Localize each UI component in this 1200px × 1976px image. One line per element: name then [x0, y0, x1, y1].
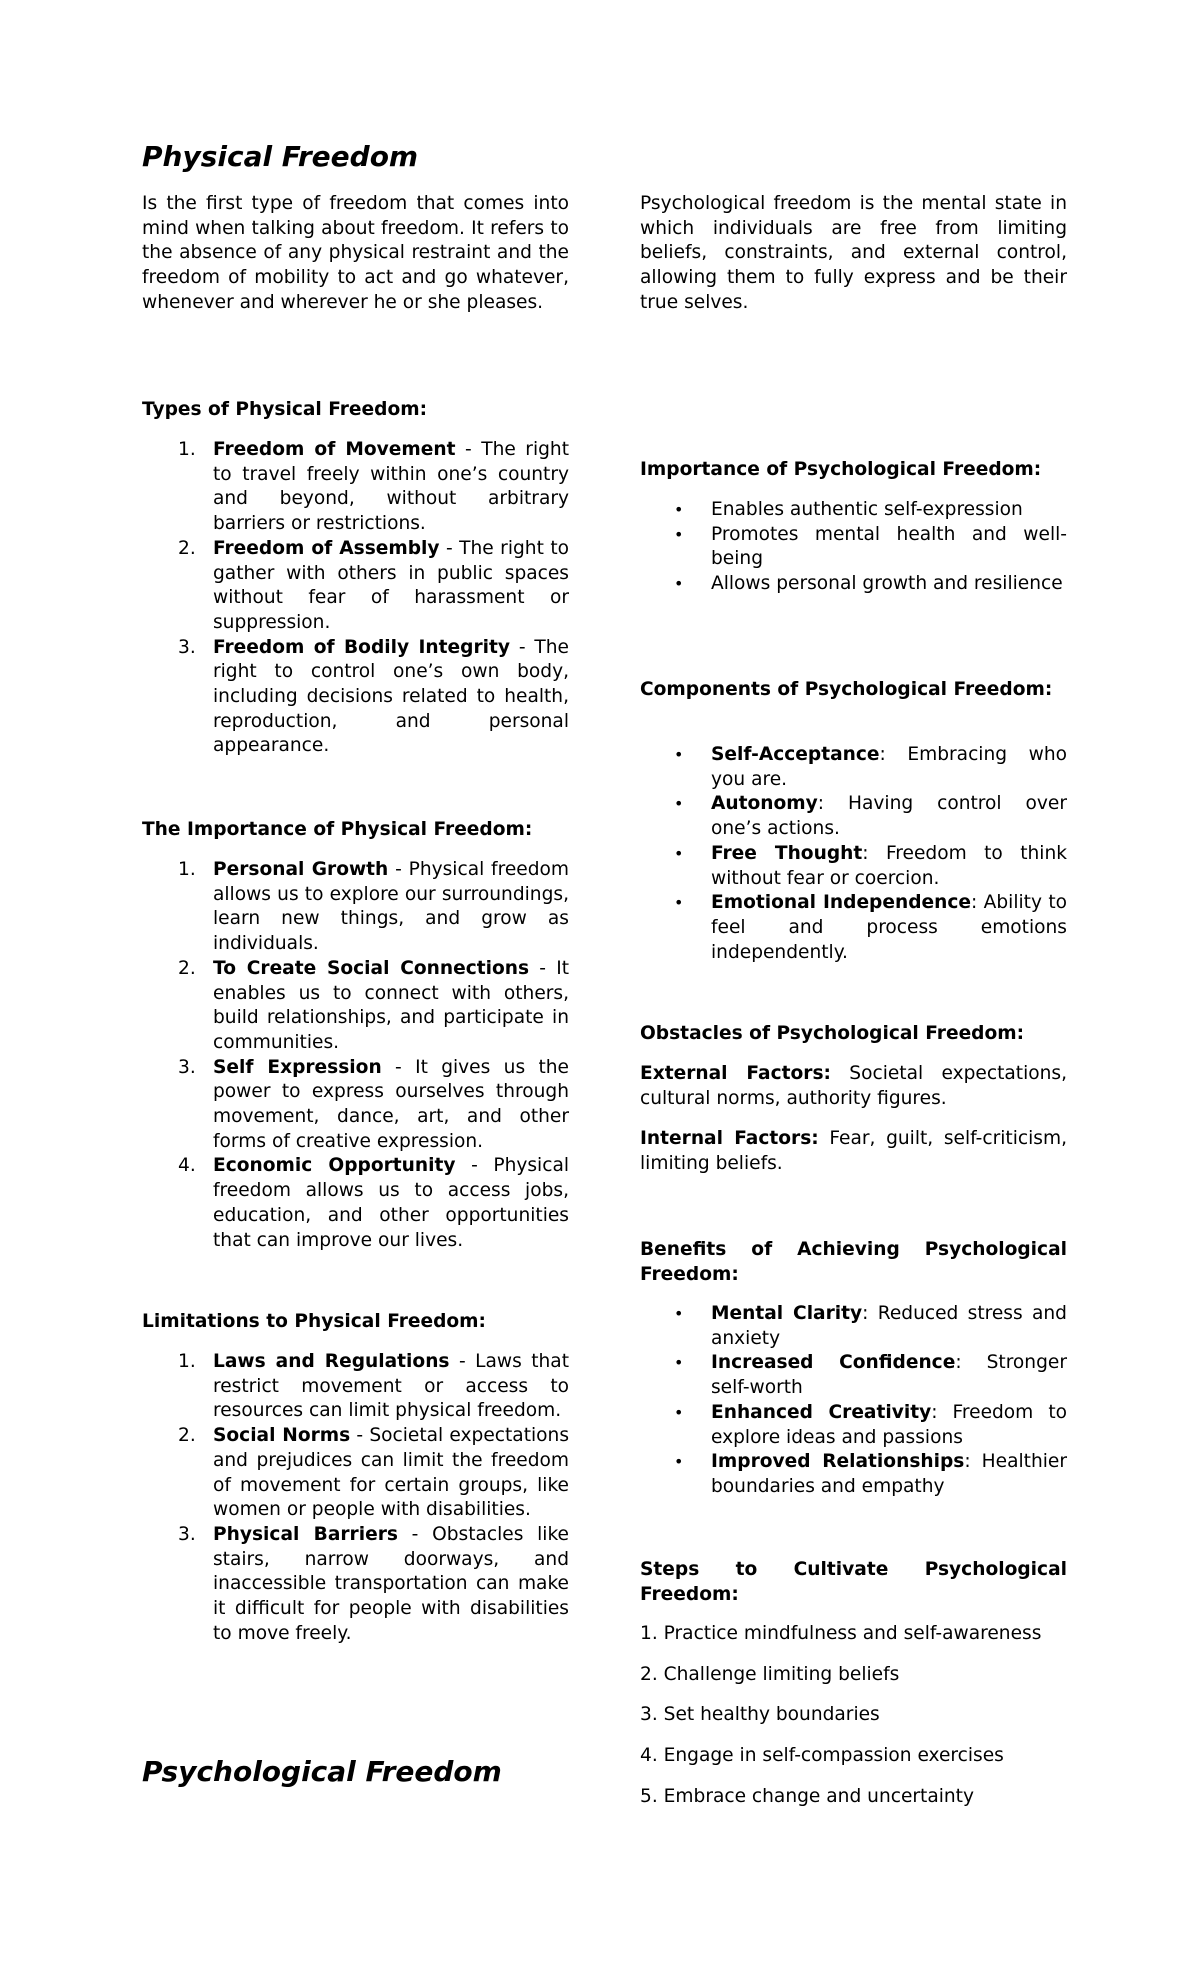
list-item: • Enhanced Creativity: Freedom to explore ideas and passions	[674, 1401, 1067, 1448]
types-list	[142, 438, 569, 759]
list-item: • Mental Clarity: Reduced stress and anxiety	[674, 1303, 1067, 1349]
list-item: • Autonomy: Having control over one’s actions.	[674, 793, 1067, 840]
list-item: 1. Freedom of Movement - The right to travel freely within one’s country and beyond, without arbitrary barriers or restrictions.	[178, 439, 569, 535]
list-item: • Self-Acceptance: Embracing who you are.	[674, 744, 1067, 790]
psychological-freedom-title: Psychological Freedom	[142, 1755, 502, 1788]
list-item: • Enables authentic self-expression	[674, 499, 1023, 520]
benefits-list	[640, 1302, 1067, 1500]
list-item: 4. Economic Opportunity - Physical freedom allows us to access jobs, education, and other opportunities that can improve our lives.	[178, 1155, 570, 1251]
components-heading: Components of Psychological Freedom:	[640, 679, 1053, 700]
limitations-heading: Limitations to Physical Freedom:	[142, 1311, 486, 1332]
list-item: 4. Engage in self-compassion exercises	[640, 1745, 1004, 1767]
importance-psychological-list	[640, 498, 1067, 597]
list-item: 3. Self Expression - It gives us the power to express ourselves through movement, dance, art, and other forms of creative expression.	[178, 1056, 569, 1152]
list-item: 2. Freedom of Assembly - The right to gather with others in public spaces without fear of harassment or suppression.	[178, 537, 569, 633]
limitations-list	[142, 1350, 569, 1646]
external-factors: External Factors: Societal expectations, cultural norms, authority figures.	[640, 1063, 1067, 1109]
list-item: • Free Thought: Freedom to think without fear or coercion.	[674, 842, 1068, 889]
list-item: 1. Laws and Regulations - Laws that restrict movement or access to resources can limit physical freedom.	[178, 1351, 569, 1422]
components-list	[640, 743, 1067, 965]
psychological-freedom-intro: Psychological freedom is the mental state in which individuals are free from limiting beliefs, constraints, and external control, allowing them to fully express and be their true selves.	[640, 193, 1067, 313]
list-item: • Allows personal growth and resilience	[674, 573, 1063, 595]
list-item: 2. To Create Social Connections - It enables us to connect with others, build relationships, and participate in communities.	[178, 957, 569, 1053]
steps-heading: Steps to Cultivate Psychological Freedom:	[640, 1559, 1067, 1605]
importance-physical-list	[142, 858, 569, 1253]
benefits-heading: Benefits of Achieving Psychological Freedom:	[640, 1239, 1067, 1285]
list-item: 2. Challenge limiting beliefs	[640, 1663, 900, 1685]
list-item: • Promotes mental health and well-being	[674, 523, 1067, 570]
internal-factors: Internal Factors: Fear, guilt, self-criticism, limiting beliefs.	[640, 1128, 1067, 1174]
list-item: 3. Set healthy boundaries	[640, 1704, 880, 1726]
list-item: 1. Personal Growth - Physical freedom allows us to explore our surroundings, learn new things, and grow as individuals.	[178, 859, 570, 955]
list-item: • Increased Confidence: Stronger self-worth	[674, 1352, 1067, 1399]
list-item: 2. Social Norms - Societal expectations and prejudices can limit the freedom of movement for certain groups, like women or people with disabilities.	[178, 1425, 570, 1521]
list-item: • Improved Relationships: Healthier boundaries and empathy	[674, 1451, 1067, 1497]
list-item: 3. Freedom of Bodily Integrity - The right to control one’s own body, including decisions related to health, reproduction, and personal appearance.	[178, 636, 569, 757]
list-item: 1. Practice mindfulness and self-awareness	[640, 1623, 1042, 1644]
importance-psychological-heading: Importance of Psychological Freedom:	[640, 459, 1042, 480]
importance-physical-heading: The Importance of Physical Freedom:	[142, 819, 533, 840]
list-item: 3. Physical Barriers - Obstacles like stairs, narrow doorways, and inaccessible transportation can make it difficult for people with disabilities to move freely.	[178, 1523, 569, 1644]
obstacles-heading: Obstacles of Psychological Freedom:	[640, 1023, 1025, 1044]
list-item: 5. Embrace change and uncertainty	[640, 1785, 974, 1807]
physical-freedom-title: Physical Freedom	[142, 140, 419, 173]
steps-list	[640, 1622, 1067, 1810]
physical-freedom-intro: Is the first type of freedom that comes into mind when talking about freedom. It refers to the absence of any physical restraint and the freedom of mobility to act and go whatever, whenever and wherever he or she pleases.	[142, 193, 569, 313]
list-item: • Emotional Independence: Ability to feel and process emotions independently.	[674, 892, 1067, 963]
types-heading: Types of Physical Freedom:	[142, 399, 428, 420]
